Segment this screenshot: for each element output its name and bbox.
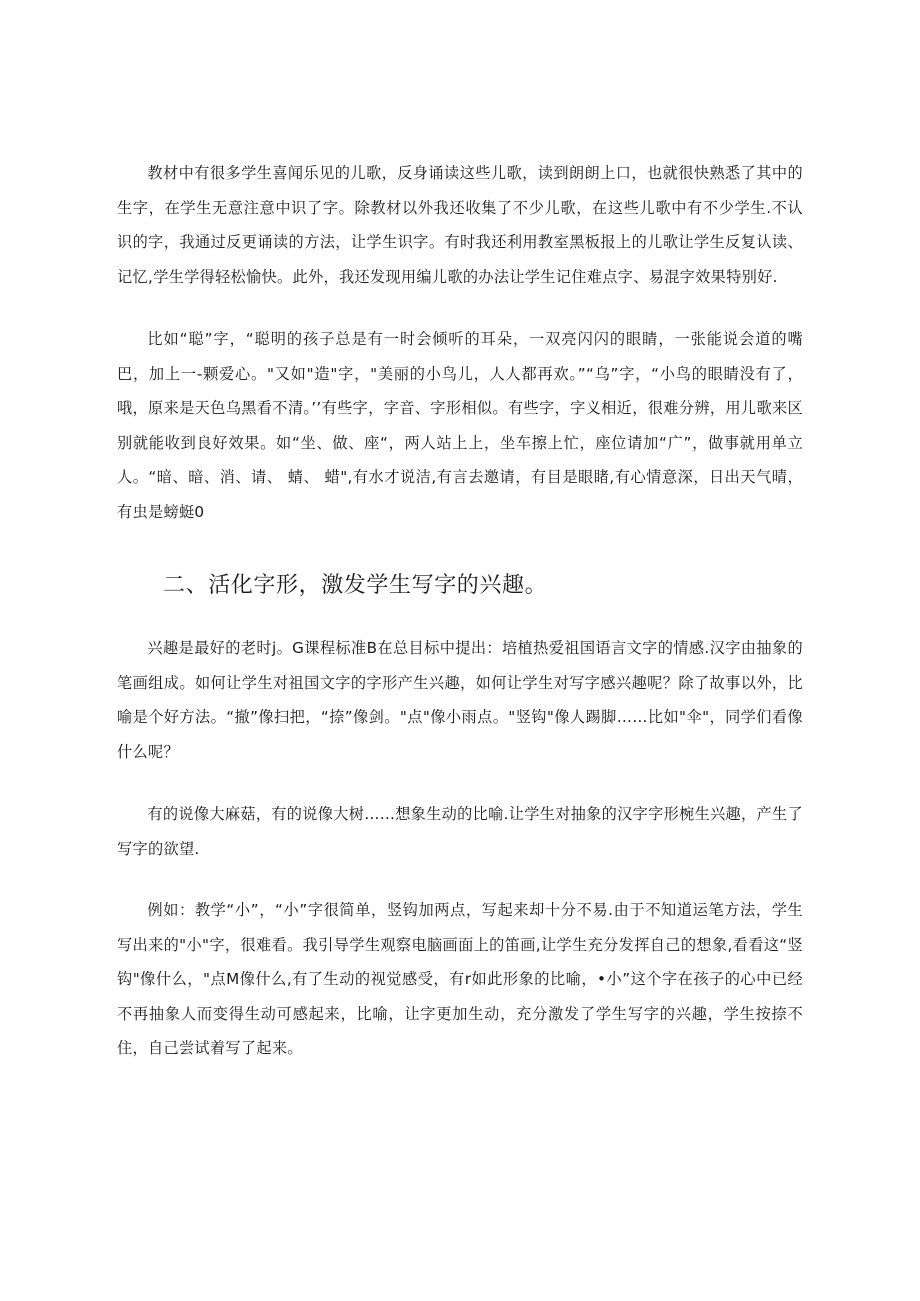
paragraph-rhyme-examples: 比如“聪”字，“聪明的孩子总是有一时会倾听的耳朵，一双亮闪闪的眼睛，一张能说会道的嘴巴，加上一-颗爱心。"又如"造"字，"美丽的小鸟儿，人人都再欢。”“乌”字，“小鸟的眼睛没有了，哦，原来是天色乌黑看不清。’’有些字，字音、字形相似。有些字，字义相近，很难分辨，用儿歌来区别就能收到良好效果。如“坐、做、座“，两人站上上，坐车擦上忙，座位请加“广”，做事就用单立人。“暗、暗、消、请、 蜻、 蜡",有水才说洁,有言去邀请，有目是眼睹,有心情意深，日出天气晴，有虫是螃蜓0	[117, 330, 803, 521]
paragraph-rhymes-intro: 教材中有很多学生喜闻乐见的儿歌，反身诵读这些儿歌，读到朗朗上口，也就很快熟悉了其中的生字，在学生无意注意中识了字。除教材以外我还收集了不少儿歌，在这些儿歌中有不少学生.不认识的字，我通过反更诵读的方法，让学生识字。有时我还利用教室黑板报上的儿歌让学生反复认读、记忆,学生学得轻松愉快。此外，我还发现用编儿歌的办法让学生记住难点字、易混字效果特别好.	[117, 164, 803, 286]
section-heading: 二、活化字形，激发学生写字的兴趣。	[163, 573, 548, 598]
paragraph-interest-teacher: 兴趣是最好的老时j。G课程标准B在总目标中提出：培植热爱祖国语言文字的情感.汉字由抽象的笔画组成。如何让学生对祖国文字的字形产生兴趣，如何让学生对写字感兴趣呢？除了故事以外，比喻是个好方法。“撤”像扫把，“捺”像剑。"点"像小雨点。"竖钩"像人踢脚……比如"伞"，同学们看像什么呢？	[117, 639, 803, 761]
paragraph-example-xiao: 例如：教学“小”，“小”字很简单，竖钩加两点，写起来却十分不易.由于不知道运笔方法，学生写出来的"小"字，很难看。我引导学生观察电脑画面上的笛画,让学生充分发挥自己的想象,看看这“竖钩"像什么，"点M像什么,有了生动的视觉感受，有r如此形象的比喻，•小”这个字在孩子的心中已经不再抽象人而变得生动可感起来，比喻，让字更加生动，充分激发了学生写字的兴趣，学生按捺不住，自己尝试着写了起来。	[117, 901, 803, 1057]
paragraph-imagination: 有的说像大麻菇，有的说像大树……想象生动的比喻.让学生对抽象的汉字字形椀生兴趣，产生了写字的欲望.	[117, 805, 803, 858]
